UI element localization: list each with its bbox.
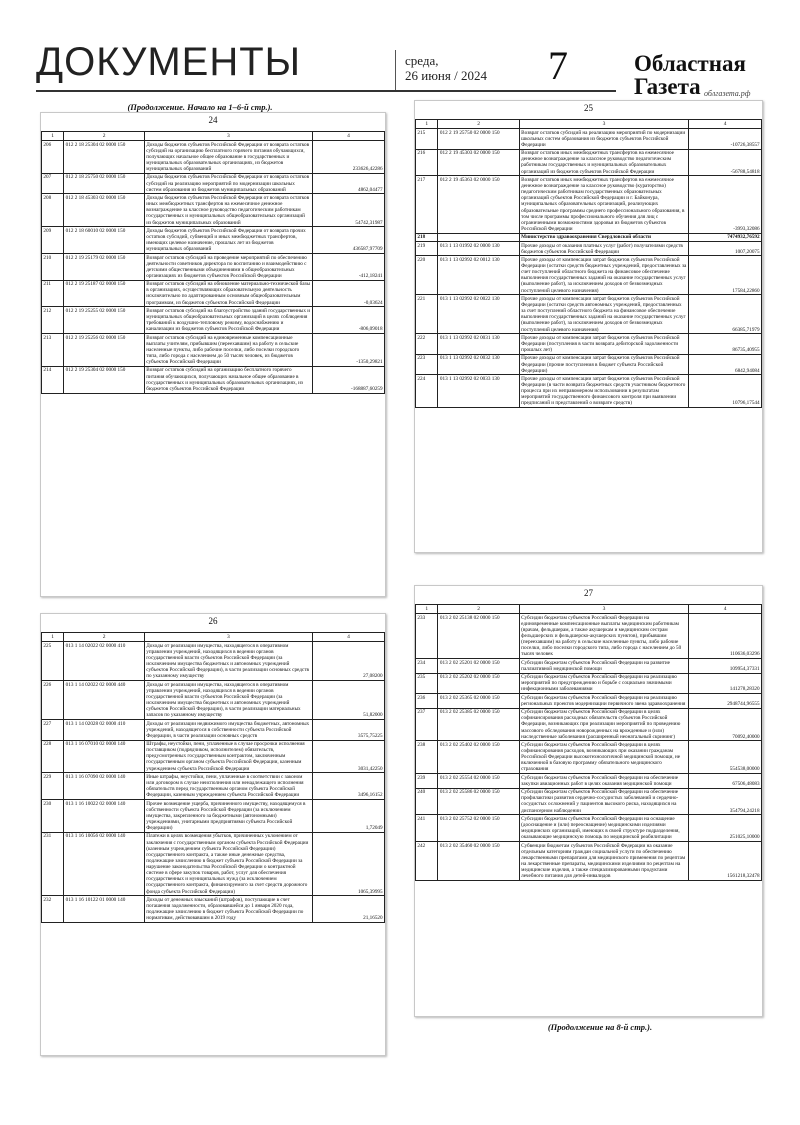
- budget-code-cell: 012 2 19 25187 02 0000 150: [64, 280, 145, 307]
- row-number-cell: 212: [42, 307, 64, 334]
- column-header: 3: [519, 120, 689, 129]
- amount-cell: 27,08200: [312, 642, 384, 681]
- column-header: 4: [312, 633, 384, 642]
- row-number-cell: 225: [42, 642, 64, 681]
- document-page-24: [40, 112, 386, 597]
- budget-code-cell: 013 1 14 02022 02 0000 410: [64, 642, 145, 681]
- budget-code-cell: 012 2 19 25304 02 0000 150: [64, 366, 145, 393]
- page-number: 27: [584, 588, 593, 598]
- page-number: 25: [584, 103, 593, 113]
- row-number-cell: 239: [416, 774, 438, 788]
- amount-cell: 21,16520: [312, 896, 384, 923]
- row-number-cell: 208: [42, 194, 64, 227]
- table-row: [42, 800, 385, 833]
- budget-code-cell: 013 2 02 25554 02 0000 150: [438, 774, 519, 788]
- revenue-name-cell: Доходы от реализации имущества, находящегося в оперативном управлении учреждений, находящихся в ведении органов государственной власти субъектов Российской Федерации (за исключением имущества бюджетных и автономных учреждений субъектов Российской Федерации), в части реализации основных средств по указанному имуществу: [144, 642, 312, 681]
- revenue-name-cell: Субсидии бюджетам субъектов Российской Федерации на обеспечение закупки авиационных работ в целях оказания медицинской помощи: [519, 774, 689, 788]
- table-header-row: [42, 132, 385, 141]
- table-row: [416, 256, 762, 295]
- revenue-name-cell: Субвенции бюджетам субъектов Российской Федерации на оказание отдельным категориям граждан социальной услуги по обеспечению лекарственными препаратами для медицинского применения по рецептам на лекарственные препараты, медицинскими изделиями по рецептам на медицинские изделия, а также специализированными продуктами лечебного питания для детей-инвалидов: [519, 842, 689, 881]
- budget-code-cell: 012 2 19 25256 02 0000 150: [64, 334, 145, 367]
- row-number-cell: 231: [42, 832, 64, 895]
- issue-date-value: 26 июня / 2024: [405, 68, 487, 83]
- row-number-cell: 207: [42, 173, 64, 194]
- column-header: 2: [64, 132, 145, 141]
- budget-code-cell: 013 1 16 07010 02 0000 140: [64, 740, 145, 773]
- budget-code-cell: 012 2 19 25750 02 0000 150: [438, 129, 519, 150]
- budget-code-cell: 013 1 13 02992 02 0033 130: [438, 375, 519, 408]
- budget-code-cell: 013 2 02 25385 02 0000 150: [438, 708, 519, 741]
- table-row: [42, 740, 385, 773]
- revenue-name-cell: Возврат остатков иных межбюджетных трансфертов на ежемесячное денежное вознаграждение за классное руководство педагогическим работникам государственных и муниципальных образовательных организаций из бюджетов субъектов Российской Федерации: [519, 149, 689, 176]
- amount-cell: -806,09018: [312, 307, 384, 334]
- row-number-cell: 223: [416, 354, 438, 375]
- row-number-cell: 214: [42, 366, 64, 393]
- row-number-cell: 237: [416, 708, 438, 741]
- column-header: 3: [144, 633, 312, 642]
- row-number-cell: 230: [42, 800, 64, 833]
- table-row: [42, 366, 385, 393]
- amount-cell: -3993,32086: [689, 176, 762, 233]
- table-row: [416, 295, 762, 334]
- budget-code-cell: 012 2 18 25750 02 0000 150: [64, 173, 145, 194]
- amount-cell: 4862,04477: [312, 173, 384, 194]
- amount-cell: 10796,17544: [689, 375, 762, 408]
- table-row: [416, 375, 762, 408]
- masthead-separator: [395, 50, 396, 90]
- amount-cell: -168887,60259: [312, 366, 384, 393]
- amount-cell: 2948744,96555: [689, 694, 762, 708]
- table-header-row: [416, 120, 762, 129]
- issue-weekday: среда,: [405, 53, 439, 68]
- revenue-name-cell: Прочие доходы от компенсации затрат бюджетов субъектов Российской Федерации (остатки средств автономных учреждений, предоставленных за счет поступлений областного бюджета на финансовое обеспечение выполнения государственных заданий на оказание государственных услуг (выполнение работ), за исключением доходов от безвозмездных поступлений целевого назначения): [519, 295, 689, 334]
- budget-table: [41, 632, 385, 923]
- row-number-cell: 224: [416, 375, 438, 408]
- row-number-cell: 220: [416, 256, 438, 295]
- budget-code-cell: 012 2 19 25179 02 0000 150: [64, 253, 145, 280]
- document-page-25: [414, 100, 763, 553]
- table-row: [416, 614, 762, 659]
- table-row: [42, 832, 385, 895]
- table-row: [42, 280, 385, 307]
- table-row: [416, 334, 762, 355]
- amount-cell: 233626,42286: [312, 141, 384, 174]
- row-number-cell: 218: [416, 233, 438, 241]
- table-row: [416, 774, 762, 788]
- budget-code-cell: 013 2 02 25138 02 0000 150: [438, 614, 519, 659]
- table-row: [42, 334, 385, 367]
- budget-code-cell: 012 2 18 60010 02 0000 150: [64, 227, 145, 254]
- budget-code-cell: 012 2 18 25304 02 0000 150: [64, 141, 145, 174]
- column-header: 3: [519, 605, 689, 614]
- amount-cell: 1007,20075: [689, 241, 762, 255]
- row-number-cell: 215: [416, 129, 438, 150]
- table-row: [416, 659, 762, 673]
- revenue-name-cell: Субсидии бюджетам субъектов Российской Федерации в целях софинансирования расходных обязательств субъектов Российской Федерации, возникающих при реализации мероприятий по проведению массового обследования новорожденных на врожденные и (или) наследственные заболевания (расширенный неонатальный скрининг): [519, 708, 689, 741]
- continued-on-note: (Продолжение на 8-й стр.).: [547, 1022, 653, 1032]
- row-number-cell: 241: [416, 815, 438, 842]
- row-number-cell: 210: [42, 253, 64, 280]
- revenue-name-cell: Прочие доходы от оказания платных услуг (работ) получателями средств бюджетов субъектов Российской Федерации: [519, 241, 689, 255]
- revenue-name-cell: Доходы бюджетов субъектов Российской Федерации от возврата остатков иных межбюджетных трансфертов на ежемесячное денежное вознаграждение за классное руководство педагогическим работникам государственных и муниципальных общеобразовательных организаций из бюджетов муниципальных образований: [144, 194, 312, 227]
- column-header: 4: [689, 605, 762, 614]
- column-header: 1: [416, 605, 438, 614]
- table-row: [42, 194, 385, 227]
- table-row: [416, 241, 762, 255]
- row-number-cell: 229: [42, 773, 64, 800]
- revenue-name-cell: Возврат остатков субсидий на проведение мероприятий по обеспечению деятельности советников директора по воспитанию и взаимодействию с детскими общественными объединениями в общеобразовательных организациях из бюджетов субъектов Российской Федерации: [144, 253, 312, 280]
- revenue-name-cell: Прочие доходы от компенсации затрат бюджетов субъектов Российской Федерации (поступления в части возврата дебиторской задолженности прошлых лет): [519, 334, 689, 355]
- table-row: [416, 176, 762, 233]
- budget-code-cell: 013 1 13 02992 02 0012 130: [438, 256, 519, 295]
- revenue-name-cell: Возврат остатков субсидий на единовременные компенсационные выплаты учителям, прибывшим (переехавшим) на работу в сельские населенные пункты, либо рабочие поселки, либо поселки городского типа, либо города с населением до 50 тысяч человек, из бюджетов субъектов Российской Федерации: [144, 334, 312, 367]
- budget-code-cell: 012 2 19 45303 02 0000 150: [438, 149, 519, 176]
- revenue-name-cell: Доходы от денежных взысканий (штрафов), поступающие в счет погашения задолженности, образовавшейся до 1 января 2020 года, подлежащие зачислению в бюджет субъекта Российской Федерации по нормативам, действовавшим в 2019 году: [144, 896, 312, 923]
- table-row: [42, 307, 385, 334]
- revenue-name-cell: Доходы от реализации имущества, находящегося в оперативном управлении учреждений, находящихся в ведении органов государственной власти субъектов Российской Федерации (за исключением имущества бюджетных и автономных учреждений субъектов Российской Федерации), в части реализации материальных запасов по указанному имуществу: [144, 681, 312, 720]
- budget-code-cell: 013 1 16 07090 02 0000 140: [64, 773, 145, 800]
- revenue-name-cell: Возврат остатков субсидий на обновление материально-технической базы в организациях, осуществляющих образовательную деятельность исключительно по адаптированным основным общеобразовательным программам, из бюджетов субъектов Российской Федерации: [144, 280, 312, 307]
- column-header: 4: [689, 120, 762, 129]
- budget-code-cell: 013 1 16 10122 01 0000 140: [64, 896, 145, 923]
- column-header: 1: [416, 120, 438, 129]
- row-number-cell: 228: [42, 740, 64, 773]
- amount-cell: 251025,10000: [689, 815, 762, 842]
- table-row: [416, 741, 762, 774]
- document-page-26: [40, 613, 386, 1056]
- amount-cell: 109954,37331: [689, 659, 762, 673]
- amount-cell: 3575,75225: [312, 719, 384, 740]
- budget-code-cell: 013 1 16 10022 02 0000 140: [64, 800, 145, 833]
- amount-cell: 141278,28320: [689, 673, 762, 694]
- table-header-row: [42, 633, 385, 642]
- amount-cell: 1561218,32478: [689, 842, 762, 881]
- amount-cell: 70092,40000: [689, 708, 762, 741]
- row-number-cell: 240: [416, 788, 438, 815]
- revenue-name-cell: Субсидии бюджетам субъектов Российской Федерации на развитие паллиативной медицинской помощи: [519, 659, 689, 673]
- budget-code-cell: 013 2 02 25752 02 0000 150: [438, 815, 519, 842]
- revenue-name-cell: Доходы от реализации недвижимого имущества бюджетных, автономных учреждений, находящегося в собственности субъекта Российской Федерации, в части реализации основных средств: [144, 719, 312, 740]
- table-row: [42, 642, 385, 681]
- masthead-rule: [36, 90, 616, 92]
- budget-code-cell: 012 2 18 45303 02 0000 150: [64, 194, 145, 227]
- brand-line-1: Областная: [634, 51, 746, 76]
- revenue-name-cell: Прочие доходы от компенсации затрат бюджетов субъектов Российской Федерации (в части возврата бюджетных средств участником бюджетного процесса при их неправомерном использовании в результатам мероприятий государственного финансового контроля при выявлении предписаний и представлений о возврате средств): [519, 375, 689, 408]
- table-row: [416, 129, 762, 150]
- row-number-cell: 233: [416, 614, 438, 659]
- table-row: [42, 253, 385, 280]
- budget-code-cell: 013 1 14 02028 02 0000 410: [64, 719, 145, 740]
- amount-cell: 7474932,76592: [689, 233, 762, 241]
- amount-cell: 6842,94084: [689, 354, 762, 375]
- row-number-cell: 227: [42, 719, 64, 740]
- table-row: [416, 788, 762, 815]
- revenue-name-cell: Доходы бюджетов субъектов Российской Федерации от возврата прочих остатков субсидий, субвенций и иных межбюджетных трансфертов, имеющих целевое назначение, прошлых лет из бюджетов муниципальных образований: [144, 227, 312, 254]
- table-row: [416, 842, 762, 881]
- amount-cell: 1,72049: [312, 800, 384, 833]
- revenue-name-cell: Субсидии бюджетам субъектов Российской Федерации на обеспечение профилактики развития сердечно-сосудистых заболеваний и сердечно-сосудистых осложнений у пациентов высокого риска, находящихся на диспансерном наблюдении: [519, 788, 689, 815]
- table-row: [416, 673, 762, 694]
- table-row: [42, 896, 385, 923]
- amount-cell: 86735,40955: [689, 334, 762, 355]
- row-number-cell: 234: [416, 659, 438, 673]
- row-number-cell: 242: [416, 842, 438, 881]
- revenue-name-cell: Субсидии бюджетам субъектов Российской Федерации на единовременные компенсационные выплаты медицинским работникам (врачам, фельдшерам, а также акушеркам и медицинским сестрам фельдшерских и фельдшерско-акушерских пунктов), прибывшим (переехавшим) на работу в сельские населенные пункты, либо рабочие поселки, либо поселки городского типа, либо города с населением до 50 тысяч человек: [519, 614, 689, 659]
- row-number-cell: 235: [416, 673, 438, 694]
- budget-table: [41, 131, 385, 394]
- revenue-name-cell: Субсидии бюджетам субъектов Российской Федерации на оснащение (дооснащение и (или) переоснащение) медицинскими изделиями медицинских организаций, имеющих в своей структуре подразделения, оказывающие медицинскую помощь по медицинской реабилитации: [519, 815, 689, 842]
- column-header: 2: [438, 120, 519, 129]
- row-number-cell: 219: [416, 241, 438, 255]
- column-header: 4: [312, 132, 384, 141]
- table-header-row: [416, 605, 762, 614]
- budget-code-cell: 013 2 02 25402 02 0000 150: [438, 741, 519, 774]
- amount-cell: 3496,16152: [312, 773, 384, 800]
- budget-code-cell: 013 2 02 25202 02 0000 150: [438, 673, 519, 694]
- page-number: 24: [208, 115, 218, 125]
- document-page-27: [414, 585, 763, 1017]
- row-number-cell: 221: [416, 295, 438, 334]
- budget-code-cell: 012 2 19 25255 02 0000 150: [64, 307, 145, 334]
- revenue-name-cell: Прочие доходы от компенсации затрат бюджетов субъектов Российской Федерации (остатки средств бюджетных учреждений, предоставленных за счет поступлений областного бюджета на финансовое обеспечение выполнения государственных заданий на оказание государственных услуг (выполнение работ), за исключением доходов от безвозмездных поступлений целевого назначения): [519, 256, 689, 295]
- amount-cell: 67506,48083: [689, 774, 762, 788]
- budget-code-cell: 013 1 13 02992 02 0032 130: [438, 354, 519, 375]
- revenue-name-cell: Прочие доходы от компенсации затрат бюджетов субъектов Российской Федерации (прочие поступления в бюджет субъекта Российской Федерации): [519, 354, 689, 375]
- budget-code-cell: 013 2 02 25365 02 0000 150: [438, 694, 519, 708]
- revenue-name-cell: Субсидии бюджетам субъектов Российской Федерации на реализацию мероприятий по предупреждению и борьбе с социально значимыми инфекционными заболеваниями: [519, 673, 689, 694]
- revenue-name-cell: Возврат остатков иных межбюджетных трансфертов на ежемесячное денежное вознаграждение за классное руководство (кураторство) педагогическим работникам государственных образовательных организаций субъектов Российской Федерации и г. Байконура, муниципальных образовательных организаций, реализующих образовательные программы среднего профессионального образования, в том числе программы профессионального обучения для лиц с ограниченными возможностями здоровья из бюджетов субъектов Российской Федерации: [519, 176, 689, 233]
- table-row: [42, 227, 385, 254]
- column-header: 1: [42, 132, 64, 141]
- table-row: [416, 149, 762, 176]
- revenue-name-cell: Прочее возмещение ущерба, причиненного имуществу, находящемуся в собственности субъекта Российской Федерации (за исключением имущества, закрепленного за бюджетными (автономными) учреждениями, унитарными предприятиями субъекта Российской Федерации): [144, 800, 312, 833]
- column-header: 2: [64, 633, 145, 642]
- revenue-name-cell: Доходы бюджетов субъектов Российской Федерации от возврата остатков субсидий на реализацию мероприятий по модернизации школьных систем образования из бюджетов муниципальных образований: [144, 173, 312, 194]
- brand-line-2: Газета: [634, 74, 701, 99]
- table-row: [416, 233, 762, 241]
- row-number-cell: 222: [416, 334, 438, 355]
- amount-cell: 54742,31987: [312, 194, 384, 227]
- revenue-name-cell: Иные штрафы, неустойки, пени, уплаченные в соответствии с законом или договором в случае неисполнения или ненадлежащего исполнения обязательств перед государственным органом субъекта Российской Федерации, казенным учреждением субъекта Российской Федерации: [144, 773, 312, 800]
- table-row: [42, 773, 385, 800]
- table-row: [416, 694, 762, 708]
- budget-code-cell: 012 2 19 45363 02 0000 150: [438, 176, 519, 233]
- amount-cell: -1350,29821: [312, 334, 384, 367]
- table-row: [42, 141, 385, 174]
- amount-cell: -56788,54818: [689, 149, 762, 176]
- amount-cell: 3031,42250: [312, 740, 384, 773]
- budget-code-cell: 013 1 13 02992 02 0022 130: [438, 295, 519, 334]
- row-number-cell: 232: [42, 896, 64, 923]
- budget-table: [415, 119, 762, 408]
- budget-code-cell: 013 2 02 25201 02 0000 150: [438, 659, 519, 673]
- amount-cell: -0,03624: [312, 280, 384, 307]
- brand-site: облгазета.рф: [704, 89, 751, 98]
- section-title: ДОКУМЕНТЫ: [36, 40, 302, 84]
- issue-date: [405, 53, 487, 83]
- revenue-name-cell: Возврат остатков субсидий на организацию бесплатного горячего питания обучающихся, получающих начальное общее образование в государственных и муниципальных образовательных организациях, из бюджетов субъектов Российской Федерации: [144, 366, 312, 393]
- page-number: 26: [208, 616, 218, 626]
- amount-cell: 17584,22860: [689, 256, 762, 295]
- amount-cell: 66385,71979: [689, 295, 762, 334]
- budget-code-cell: 013 1 13 01992 02 0000 130: [438, 241, 519, 255]
- row-number-cell: 211: [42, 280, 64, 307]
- amount-cell: -412,18241: [312, 253, 384, 280]
- revenue-name-cell: Министерство здравоохранения Свердловской области: [519, 233, 689, 241]
- table-row: [42, 173, 385, 194]
- row-number-cell: 236: [416, 694, 438, 708]
- budget-code-cell: 013 1 13 02992 02 0031 130: [438, 334, 519, 355]
- revenue-name-cell: Платежи в целях возмещения убытков, причиненных уклонением от заключения с государственным органом субъекта Российской Федерации (казенным учреждением субъекта Российской Федерации) государственного контракта, а также иные денежные средства, подлежащие зачислению в бюджет субъекта Российской Федерации за нарушение законодательства Российской Федерации о контрактной системе в сфере закупок товаров, работ, услуг для обеспечения государственных и муниципальных нужд (за исключением государственного контракта, финансируемого за счет средств дорожного фонда субъекта Российской Федерации): [144, 832, 312, 895]
- revenue-name-cell: Субсидии бюджетам субъектов Российской Федерации на реализацию региональных проектов модернизации первичного звена здравоохранения: [519, 694, 689, 708]
- newspaper-page-number: 7: [548, 43, 568, 88]
- revenue-name-cell: Возврат остатков субсидий на благоустройство зданий государственных и муниципальных общеобразовательных организаций в целях соблюдения требований к воздушно-тепловому режиму, водоснабжению и канализации из бюджетов субъектов Российской Федерации: [144, 307, 312, 334]
- revenue-name-cell: Штрафы, неустойки, пени, уплаченные в случае просрочки исполнения поставщиком (подрядчиком, исполнителем) обязательств, предусмотренных государственным контрактом, заключенным государственным органом субъекта Российской Федерации, казенным учреждением субъекта Российской Федерации: [144, 740, 312, 773]
- amount-cell: 436587,97709: [312, 227, 384, 254]
- amount-cell: 51,82000: [312, 681, 384, 720]
- budget-code-cell: 013 2 02 25586 02 0000 150: [438, 788, 519, 815]
- budget-code-cell: 013 1 16 10056 02 0000 140: [64, 832, 145, 895]
- budget-code-cell: [438, 233, 519, 241]
- row-number-cell: 206: [42, 141, 64, 174]
- budget-table: [415, 604, 762, 881]
- table-row: [42, 681, 385, 720]
- row-number-cell: 217: [416, 176, 438, 233]
- amount-cell: -10726,38557: [689, 129, 762, 150]
- revenue-name-cell: Субсидии бюджетам субъектов Российской Федерации в целях софинансирования расходов, возникающих при оказании гражданам Российской Федерации высокотехнологичной медицинской помощи, не включенной в базовую программу обязательного медицинского страхования: [519, 741, 689, 774]
- budget-code-cell: 013 1 14 02022 02 0000 440: [64, 681, 145, 720]
- row-number-cell: 226: [42, 681, 64, 720]
- amount-cell: 110636,03296: [689, 614, 762, 659]
- row-number-cell: 213: [42, 334, 64, 367]
- amount-cell: 554538,00000: [689, 741, 762, 774]
- row-number-cell: 209: [42, 227, 64, 254]
- row-number-cell: 238: [416, 741, 438, 774]
- revenue-name-cell: Возврат остатков субсидий на реализацию мероприятий по модернизации школьных систем образования из бюджетов субъектов Российской Федерации: [519, 129, 689, 150]
- column-header: 1: [42, 633, 64, 642]
- continued-from-note: (Продолжение. Начало на 1–6-й стр.).: [127, 102, 273, 112]
- budget-code-cell: 013 2 02 35460 02 0000 150: [438, 842, 519, 881]
- amount-cell: 354794,24218: [689, 788, 762, 815]
- amount-cell: 1065,39995: [312, 832, 384, 895]
- table-row: [416, 708, 762, 741]
- column-header: 2: [438, 605, 519, 614]
- table-row: [42, 719, 385, 740]
- table-row: [416, 354, 762, 375]
- row-number-cell: 216: [416, 149, 438, 176]
- column-header: 3: [144, 132, 312, 141]
- revenue-name-cell: Доходы бюджетов субъектов Российской Федерации от возврата остатков субсидий на организацию бесплатного горячего питания обучающихся, получающих начальное общее образование в государственных и муниципальных образовательных организациях, из бюджетов муниципальных образований: [144, 141, 312, 174]
- table-row: [416, 815, 762, 842]
